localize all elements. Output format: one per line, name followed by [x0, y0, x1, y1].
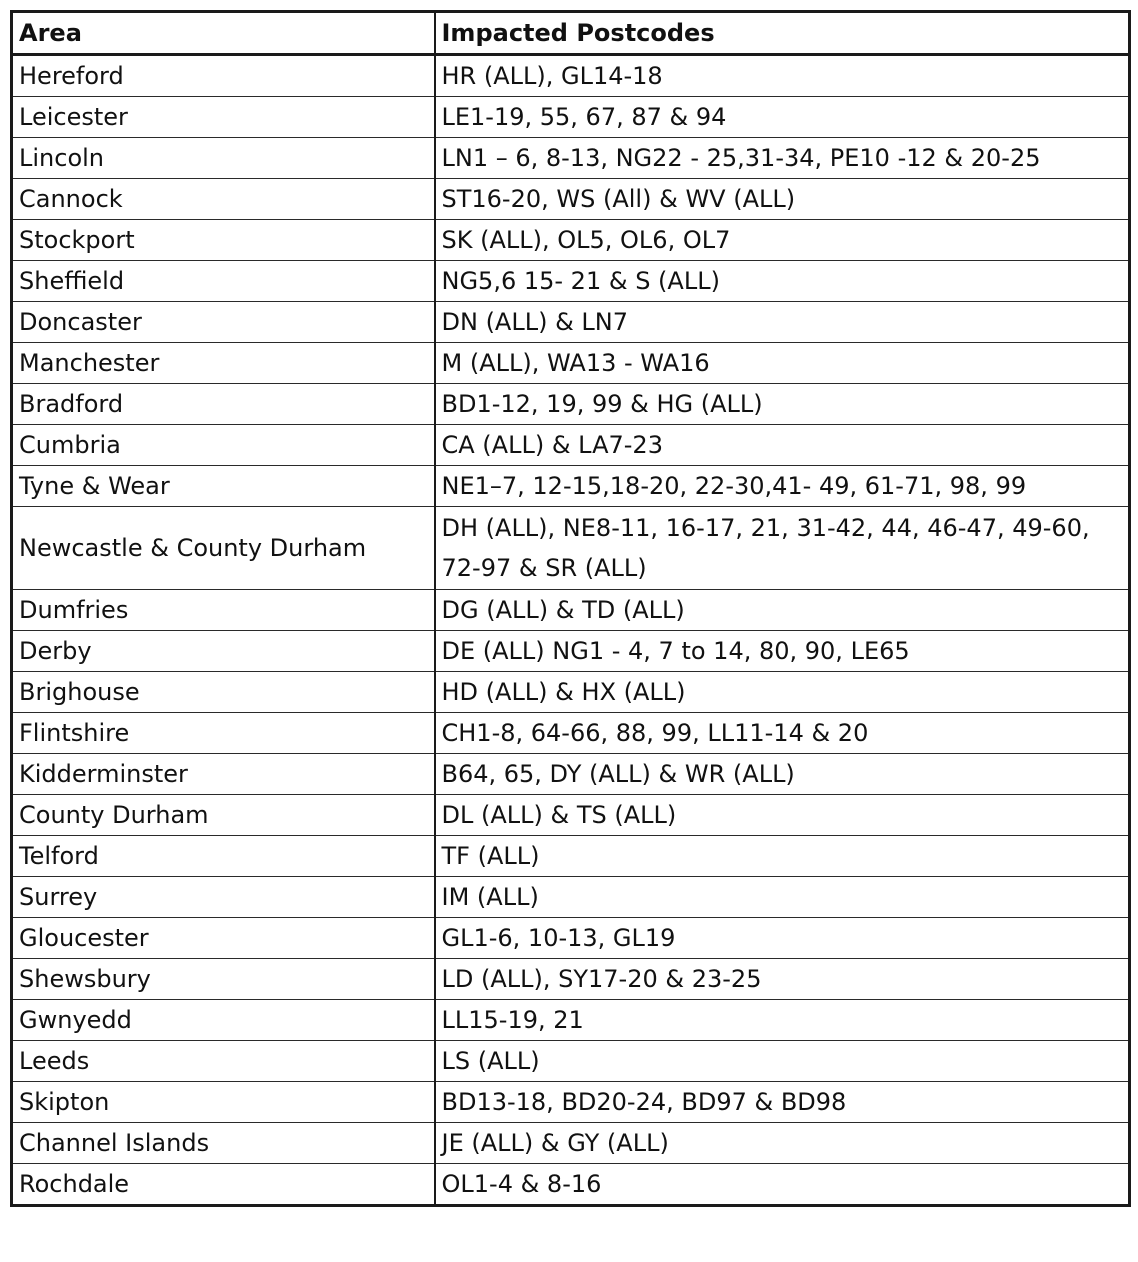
postcodes-cell: SK (ALL), OL5, OL6, OL7 [435, 220, 1130, 261]
postcodes-cell: LN1 – 6, 8-13, NG22 - 25,31-34, PE10 -12 & 20-25 [435, 138, 1130, 179]
postcodes-cell: DE (ALL) NG1 - 4, 7 to 14, 80, 90, LE65 [435, 631, 1130, 672]
postcodes-cell: LS (ALL) [435, 1041, 1130, 1082]
postcodes-cell: DL (ALL) & TS (ALL) [435, 795, 1130, 836]
area-cell: Leeds [12, 1041, 435, 1082]
table-row [12, 1164, 1130, 1206]
table-row [12, 179, 1130, 220]
postcodes-cell: LL15-19, 21 [435, 1000, 1130, 1041]
area-cell: Dumfries [12, 590, 435, 631]
area-cell: Stockport [12, 220, 435, 261]
area-cell: Cumbria [12, 425, 435, 466]
table-row [12, 1082, 1130, 1123]
postcodes-cell: DH (ALL), NE8-11, 16-17, 21, 31-42, 44, 46-47, 49-60, 72-97 & SR (ALL) [435, 507, 1130, 590]
area-cell: Gwnyedd [12, 1000, 435, 1041]
table-row [12, 918, 1130, 959]
table-row [12, 672, 1130, 713]
area-cell: Newcastle & County Durham [12, 507, 435, 590]
table-row [12, 220, 1130, 261]
postcodes-cell: LE1-19, 55, 67, 87 & 94 [435, 97, 1130, 138]
postcodes-cell: DN (ALL) & LN7 [435, 302, 1130, 343]
table-row [12, 1041, 1130, 1082]
postcodes-cell: LD (ALL), SY17-20 & 23-25 [435, 959, 1130, 1000]
area-cell: Doncaster [12, 302, 435, 343]
table-row [12, 713, 1130, 754]
postcodes-cell: BD1-12, 19, 99 & HG (ALL) [435, 384, 1130, 425]
table-row [12, 795, 1130, 836]
area-cell: Skipton [12, 1082, 435, 1123]
area-cell: Lincoln [12, 138, 435, 179]
table-row [12, 425, 1130, 466]
table-row [12, 754, 1130, 795]
area-cell: Hereford [12, 55, 435, 97]
area-cell: Derby [12, 631, 435, 672]
postcodes-cell: DG (ALL) & TD (ALL) [435, 590, 1130, 631]
postcodes-cell: CA (ALL) & LA7-23 [435, 425, 1130, 466]
table-row [12, 590, 1130, 631]
postcodes-cell: HR (ALL), GL14-18 [435, 55, 1130, 97]
postcode-table-container [10, 10, 1128, 1207]
postcodes-cell: ST16-20, WS (All) & WV (ALL) [435, 179, 1130, 220]
table-row [12, 55, 1130, 97]
postcodes-cell: BD13-18, BD20-24, BD97 & BD98 [435, 1082, 1130, 1123]
area-cell: Flintshire [12, 713, 435, 754]
postcodes-cell: GL1-6, 10-13, GL19 [435, 918, 1130, 959]
postcodes-cell: NE1–7, 12-15,18-20, 22-30,41- 49, 61-71, 98, 99 [435, 466, 1130, 507]
table-row [12, 466, 1130, 507]
area-cell: Gloucester [12, 918, 435, 959]
header-impacted-postcodes: Impacted Postcodes [435, 12, 1130, 55]
area-cell: Leicester [12, 97, 435, 138]
table-header-row [12, 12, 1130, 55]
table-row [12, 384, 1130, 425]
table-row [12, 343, 1130, 384]
area-cell: Rochdale [12, 1164, 435, 1206]
table-body [12, 55, 1130, 1206]
postcodes-cell: TF (ALL) [435, 836, 1130, 877]
postcodes-cell: CH1-8, 64-66, 88, 99, LL11-14 & 20 [435, 713, 1130, 754]
area-cell: Telford [12, 836, 435, 877]
postcode-table [10, 10, 1131, 1207]
area-cell: Manchester [12, 343, 435, 384]
table-row [12, 261, 1130, 302]
area-cell: Channel Islands [12, 1123, 435, 1164]
area-cell: Kidderminster [12, 754, 435, 795]
postcodes-cell: HD (ALL) & HX (ALL) [435, 672, 1130, 713]
postcodes-cell: NG5,6 15- 21 & S (ALL) [435, 261, 1130, 302]
table-row [12, 302, 1130, 343]
postcodes-cell: M (ALL), WA13 - WA16 [435, 343, 1130, 384]
table-row [12, 836, 1130, 877]
table-row [12, 1123, 1130, 1164]
area-cell: Bradford [12, 384, 435, 425]
area-cell: Brighouse [12, 672, 435, 713]
postcodes-cell: B64, 65, DY (ALL) & WR (ALL) [435, 754, 1130, 795]
table-row [12, 631, 1130, 672]
table-row [12, 877, 1130, 918]
area-cell: Tyne & Wear [12, 466, 435, 507]
header-area: Area [12, 12, 435, 55]
area-cell: Shewsbury [12, 959, 435, 1000]
postcodes-cell: OL1-4 & 8-16 [435, 1164, 1130, 1206]
table-row [12, 507, 1130, 590]
area-cell: County Durham [12, 795, 435, 836]
table-row [12, 97, 1130, 138]
postcodes-cell: JE (ALL) & GY (ALL) [435, 1123, 1130, 1164]
table-row [12, 138, 1130, 179]
area-cell: Cannock [12, 179, 435, 220]
table-row [12, 959, 1130, 1000]
postcodes-cell: IM (ALL) [435, 877, 1130, 918]
area-cell: Surrey [12, 877, 435, 918]
table-row [12, 1000, 1130, 1041]
area-cell: Sheffield [12, 261, 435, 302]
